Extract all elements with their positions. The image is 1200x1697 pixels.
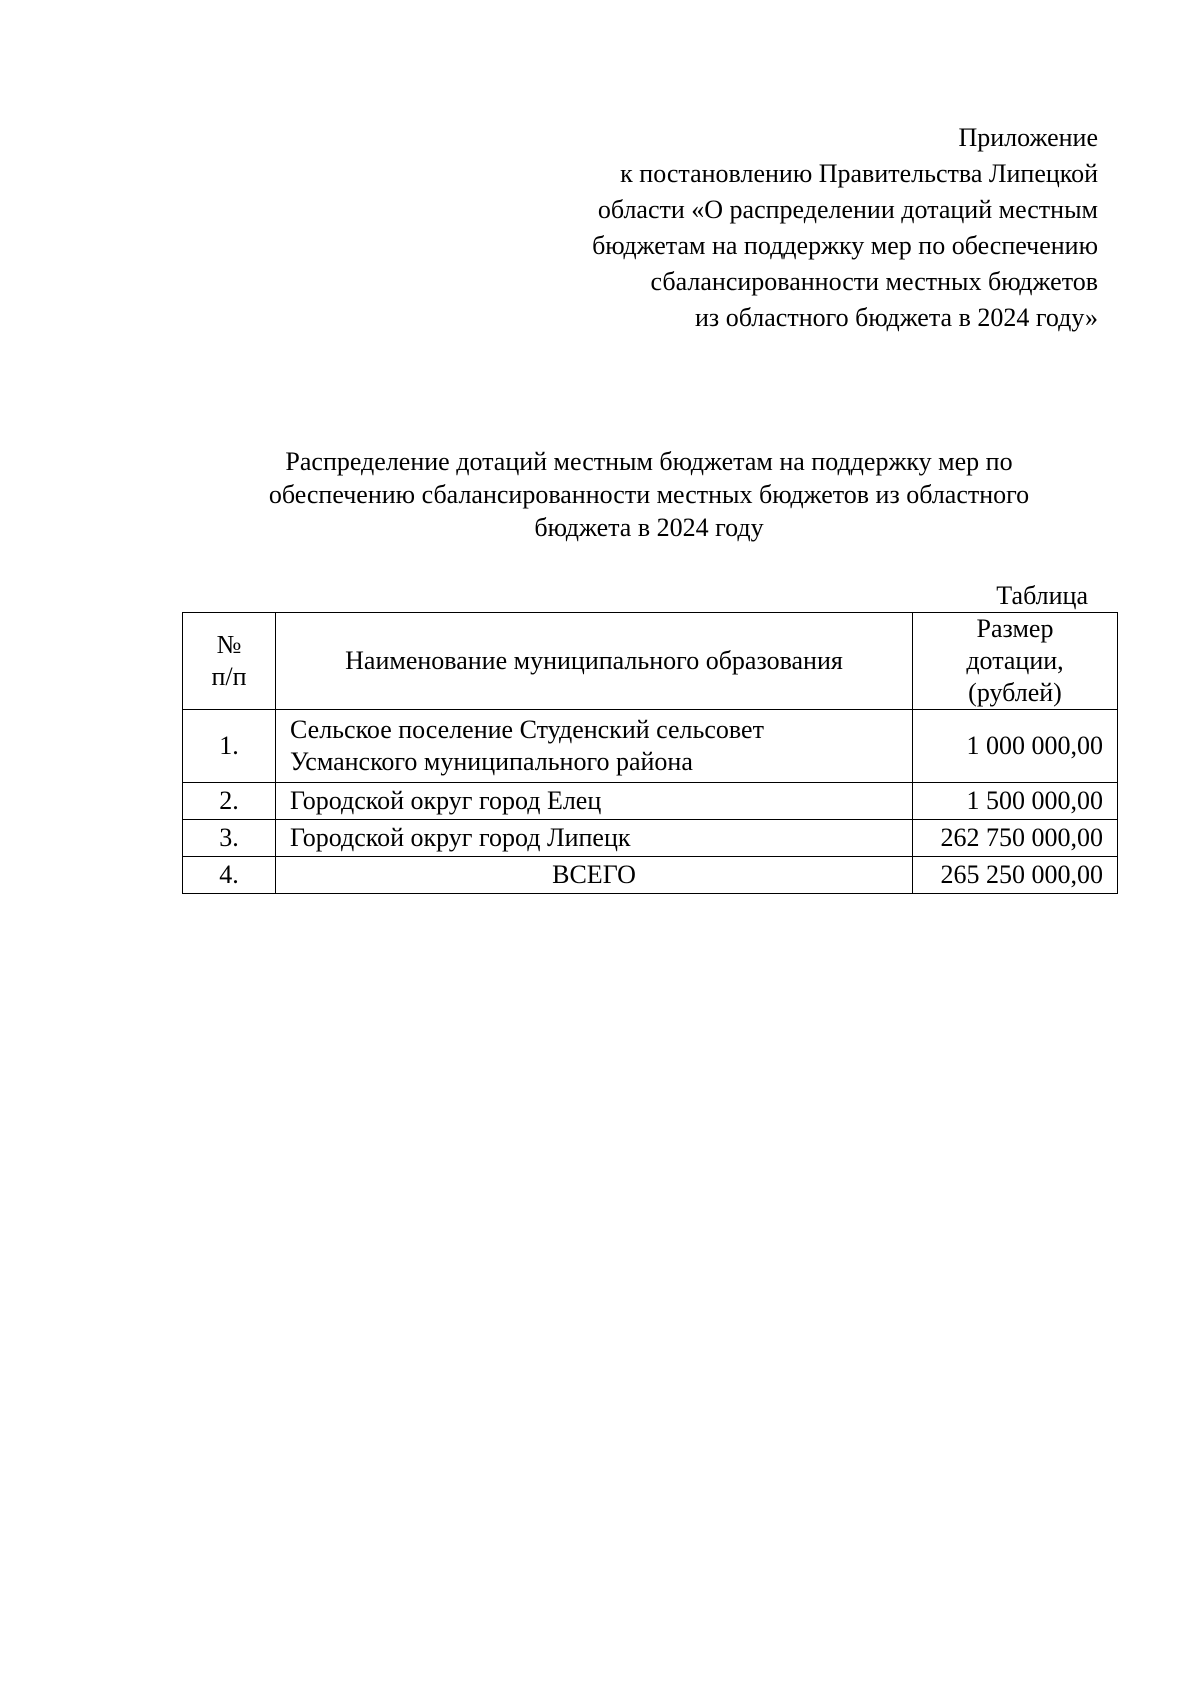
header-sum-line: (рублей) xyxy=(968,678,1062,707)
title-line: обеспечению сбалансированности местных бюджетов из областного xyxy=(268,480,1030,509)
document-title xyxy=(180,445,1118,544)
row-sum: 1 000 000,00 xyxy=(913,710,1118,783)
table-total-row xyxy=(183,857,1118,894)
row-num: 1. xyxy=(183,710,276,783)
header-name: Наименование муниципального образования xyxy=(276,613,913,710)
row-name: Городской округ город Елец xyxy=(276,783,913,820)
header-num-line: № xyxy=(216,630,242,659)
header-sum xyxy=(913,613,1118,710)
title-line: бюджета в 2024 году xyxy=(534,513,764,542)
row-num: 4. xyxy=(183,857,276,894)
row-name xyxy=(276,710,913,783)
table-header-row xyxy=(183,613,1118,710)
appendix-line: бюджетам на поддержку мер по обеспечению xyxy=(592,231,1098,260)
header-num-line: п/п xyxy=(211,662,247,691)
appendix-line: из областного бюджета в 2024 году» xyxy=(695,303,1098,332)
row-name-line: Усманского муниципального района xyxy=(290,747,693,776)
header-num xyxy=(183,613,276,710)
appendix-block xyxy=(592,120,1098,336)
distribution-table xyxy=(182,612,1118,894)
row-num: 3. xyxy=(183,820,276,857)
table-row xyxy=(183,783,1118,820)
row-name-line: Сельское поселение Студенский сельсовет xyxy=(290,715,764,744)
table-row xyxy=(183,710,1118,783)
table-caption: Таблица xyxy=(996,581,1088,610)
row-total-sum: 265 250 000,00 xyxy=(913,857,1118,894)
appendix-line: Приложение xyxy=(958,123,1098,152)
appendix-line: сбалансированности местных бюджетов xyxy=(650,267,1098,296)
appendix-line: области «О распределении дотаций местным xyxy=(597,195,1098,224)
row-name: Городской округ город Липецк xyxy=(276,820,913,857)
row-total-label: ВСЕГО xyxy=(276,857,913,894)
header-sum-line: Размер дотации, xyxy=(966,614,1064,675)
title-line: Распределение дотаций местным бюджетам на поддержку мер по xyxy=(285,447,1013,476)
row-sum: 1 500 000,00 xyxy=(913,783,1118,820)
table-row xyxy=(183,820,1118,857)
row-num: 2. xyxy=(183,783,276,820)
row-sum: 262 750 000,00 xyxy=(913,820,1118,857)
appendix-line: к постановлению Правительства Липецкой xyxy=(620,159,1098,188)
